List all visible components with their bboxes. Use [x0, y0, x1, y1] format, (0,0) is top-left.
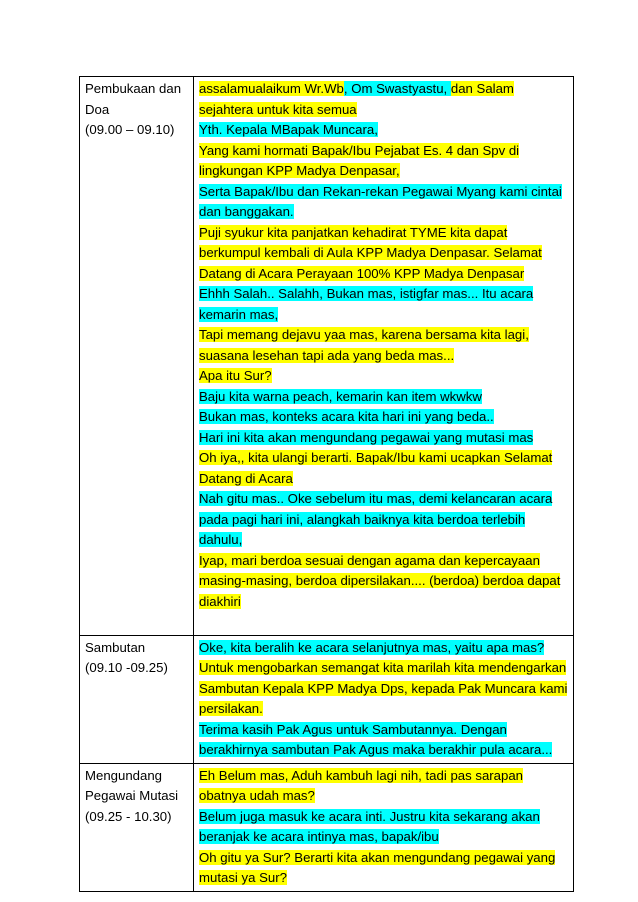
- cyan-highlighted-text: Belum juga masuk ke acara inti. Justru kita sekarang akan beranjak ke acara intinya mas, bapak/ibu: [199, 808, 540, 844]
- session-label-line: Doa: [85, 101, 110, 117]
- script-paragraph: [199, 551, 569, 613]
- cyan-highlighted-text: Nah gitu mas.. Oke sebelum itu mas, demi kelancaran acara pada pagi hari ini, alangkah baiknya kita berdoa terlebih dahulu,: [199, 491, 553, 547]
- script-paragraph: [199, 766, 569, 807]
- cyan-highlighted-text: Baju kita warna peach, kemarin kan item wkwkw: [199, 388, 482, 404]
- table-body: [80, 77, 574, 892]
- script-paragraph: [199, 489, 569, 551]
- script-paragraph: [199, 325, 569, 366]
- session-label-line: Pegawai Mutasi: [85, 788, 179, 803]
- event-script-table: [79, 76, 574, 892]
- yellow-highlighted-text: Untuk mengobarkan semangat kita marilah kita mendengarkan Sambutan Kepala KPP Madya Dps, kepada Pak Muncara kami persilakan.: [199, 660, 568, 716]
- session-label-cell: [80, 77, 194, 636]
- cyan-highlighted-text: Bukan mas, konteks acara kita hari ini yang beda..: [199, 409, 494, 424]
- yellow-highlighted-text: Iyap, mari berdoa sesuai dengan agama dan kepercayaan masing-masing, berdoa dipersilakan.... (berdoa) berdoa dapat diakhiri: [199, 552, 561, 609]
- session-label-line: (09.10 -09.25): [85, 660, 168, 675]
- session-label-line: Mengundang: [85, 767, 162, 783]
- session-label-line: (09.00 – 09.10): [85, 122, 175, 137]
- script-paragraph: [199, 284, 569, 325]
- script-paragraph: [199, 141, 569, 182]
- script-paragraph: [199, 720, 569, 761]
- script-paragraph: [199, 638, 569, 659]
- script-paragraph: [199, 223, 569, 285]
- yellow-highlighted-text: Puji syukur kita panjatkan kehadirat TYME kita dapat berkumpul kembali di Aula KPP Madya Denpasar. Selamat Datang di Acara Perayaan 100% KPP Madya Denpasar: [199, 224, 542, 281]
- script-paragraph: [199, 428, 569, 449]
- script-text-cell: [194, 77, 574, 636]
- yellow-highlighted-text: Oh iya,, kita ulangi berarti. Bapak/Ibu kami ucapkan Selamat Datang di Acara: [199, 450, 553, 486]
- session-label-cell: [80, 763, 194, 891]
- session-label-line: Pembukaan dan: [85, 81, 182, 96]
- cyan-highlighted-text: Oke, kita beralih ke acara selanjutnya mas, yaitu apa mas?: [199, 639, 545, 655]
- table-row: [80, 635, 574, 763]
- session-label-cell: [80, 635, 194, 763]
- script-paragraph: [199, 120, 569, 141]
- table-row: [80, 77, 574, 636]
- script-text-cell: [194, 635, 574, 763]
- blank-line: [199, 612, 569, 633]
- session-label-line: (09.25 - 10.30): [85, 808, 172, 824]
- script-paragraph: [199, 387, 569, 408]
- yellow-highlighted-text: Tapi memang dejavu yaa mas, karena bersama kita lagi, suasana lesehan tapi ada yang beda mas...: [199, 327, 529, 363]
- cyan-highlighted-text: Yth. Kepala MBapak Muncara,: [199, 122, 378, 137]
- script-paragraph: [199, 407, 569, 428]
- cyan-highlighted-text: Hari ini kita akan mengundang pegawai yang mutasi mas: [199, 429, 534, 445]
- script-paragraph: [199, 807, 569, 848]
- script-paragraph: [199, 79, 569, 120]
- yellow-highlighted-text: Eh Belum mas, Aduh kambuh lagi nih, tadi pas sarapan obatnya udah mas?: [199, 767, 524, 803]
- script-paragraph: [199, 658, 569, 720]
- yellow-highlighted-text: assalamualaikum Wr.Wb: [199, 81, 344, 96]
- yellow-highlighted-text: Oh gitu ya Sur? Berarti kita akan mengundang pegawai yang mutasi ya Sur?: [199, 849, 556, 885]
- script-text-cell: [194, 763, 574, 891]
- script-paragraph: [199, 366, 569, 387]
- yellow-highlighted-text: Apa itu Sur?: [199, 368, 272, 383]
- cyan-highlighted-text: Terima kasih Pak Agus untuk Sambutannya. Dengan berakhirnya sambutan Pak Agus maka berakhir pula acara...: [199, 721, 553, 757]
- cyan-highlighted-text: Ehhh Salah.. Salahh, Bukan mas, istigfar mas... Itu acara kemarin mas,: [199, 286, 534, 322]
- session-label-line: Sambutan: [85, 639, 146, 655]
- script-paragraph: [199, 182, 569, 223]
- cyan-highlighted-text: Serta Bapak/Ibu dan Rekan-rekan Pegawai Myang kami cintai dan banggakan.: [199, 183, 562, 219]
- cyan-highlighted-text: , Om Swastyastu,: [343, 81, 451, 96]
- yellow-highlighted-text: Yang kami hormati Bapak/Ibu Pejabat Es. 4 dan Spv di lingkungan KPP Madya Denpasar,: [199, 142, 520, 178]
- table-row: [80, 763, 574, 891]
- script-paragraph: [199, 448, 569, 489]
- script-paragraph: [199, 848, 569, 889]
- yellow-highlighted-text: dan Salam sejahtera untuk kita semua: [199, 81, 514, 117]
